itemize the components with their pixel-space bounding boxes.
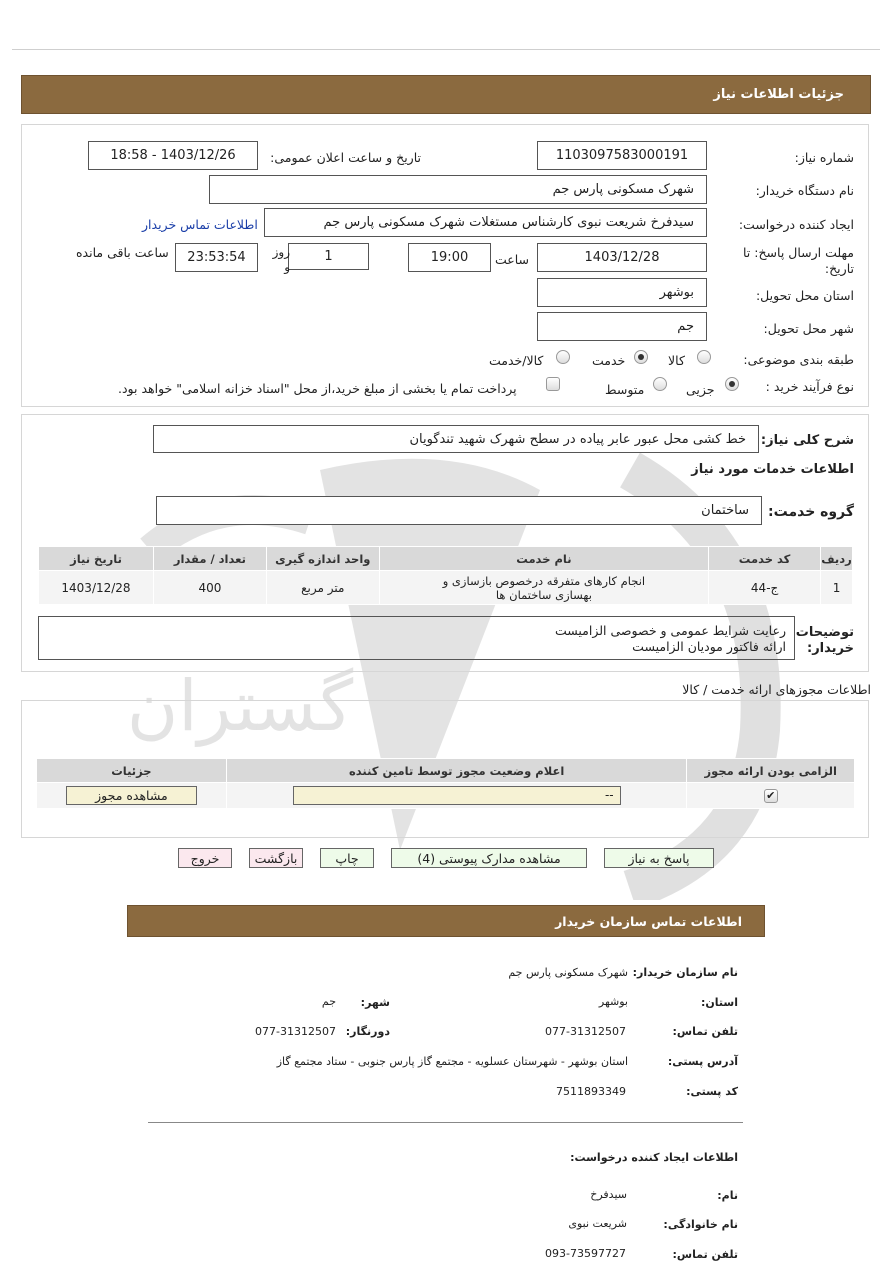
province-info-value: بوشهر xyxy=(598,995,628,1008)
days-field: 1 xyxy=(288,243,369,270)
permits-table xyxy=(36,758,855,809)
cell-name-line1: انجام کارهای متفرقه درخصوص بازسازی و xyxy=(442,573,646,588)
page-header xyxy=(21,75,871,114)
requester-field: سیدفرخ شریعت نبوی کارشناس مستغلات شهرک مسکونی پارس جم xyxy=(264,208,707,237)
summary-field: خط کشی محل عبور عابر پیاده در سطح شهرک شهید تندگویان xyxy=(153,425,759,453)
deadline-time-field: 19:00 xyxy=(408,243,491,272)
deadline-date-label: تاریخ: xyxy=(824,261,854,276)
cell-unit: متر مربع xyxy=(266,571,379,605)
city-info-value: جم xyxy=(321,995,336,1008)
notes-line-2: ارائه فاکتور مودیان الزامیست xyxy=(632,639,786,654)
cell-date: 1403/12/28 xyxy=(39,571,154,605)
contact-header xyxy=(127,905,765,937)
status-select[interactable]: -- xyxy=(293,786,621,805)
org-value: شهرک مسکونی پارس جم xyxy=(508,966,628,979)
days-label: روز و xyxy=(272,245,290,274)
deadline-date-field: 1403/12/28 xyxy=(537,243,707,272)
required-checkbox[interactable]: ✔ xyxy=(764,789,778,803)
last-name-value: شریعت نبوی xyxy=(568,1217,627,1230)
category-both-label: کالا/خدمت xyxy=(489,353,544,368)
cell-details xyxy=(37,783,227,809)
deadline-label: مهلت ارسال پاسخ: تا xyxy=(743,245,854,260)
watermark-text: گستران xyxy=(126,665,354,747)
notes-label: توضیحات xyxy=(795,625,854,640)
payment-note: پرداخت تمام یا بخشی از مبلغ خرید،از محل "اسناد خزانه اسلامی" خواهد بود. xyxy=(118,381,517,396)
col-unit: واحد اندازه گیری xyxy=(266,547,379,571)
creator-phone-value: 093-73597727 xyxy=(545,1247,626,1260)
province-info-label: استان: xyxy=(701,996,738,1009)
address-value: استان بوشهر - شهرستان عسلویه - مجتمع گاز پارس جنوبی - ستاد مجتمع گاز xyxy=(276,1055,628,1068)
first-name-value: سیدفرخ xyxy=(590,1188,627,1201)
remaining-time-field: 23:53:54 xyxy=(175,243,258,272)
cell-row: 1 xyxy=(821,571,853,605)
city-field: جم xyxy=(537,312,707,341)
contact-divider xyxy=(148,1122,743,1123)
contact-title: اطلاعات تماس سازمان خریدار xyxy=(555,913,742,929)
service-group-field: ساختمان xyxy=(156,496,762,525)
services-heading: اطلاعات خدمات مورد نیاز xyxy=(691,462,854,477)
table-row xyxy=(37,783,855,809)
table-row xyxy=(39,571,853,605)
page-title: جزئیات اطلاعات نیاز xyxy=(713,87,844,102)
process-label: نوع فرآیند خرید : xyxy=(765,379,854,394)
requester-label: ایجاد کننده درخواست: xyxy=(738,217,854,232)
col-name: نام خدمت xyxy=(379,547,708,571)
process-minor-label: جزیی xyxy=(686,382,715,397)
first-name-label: نام: xyxy=(717,1189,738,1202)
cell-name-line2: بهسازی ساختمان ها xyxy=(495,587,592,602)
col-date: تاریخ نیاز xyxy=(39,547,154,571)
fax-label: دورنگار: xyxy=(345,1025,390,1038)
summary-label: شرح کلی نیاز: xyxy=(760,433,854,448)
cell-code: ج-44 xyxy=(709,571,821,605)
category-goods-label: کالا xyxy=(668,353,685,368)
col-code: کد خدمت xyxy=(709,547,821,571)
attachments-button[interactable]: مشاهده مدارک پیوستی (4) xyxy=(391,848,587,868)
print-button[interactable]: چاپ xyxy=(320,848,374,868)
process-radio-medium[interactable] xyxy=(653,377,667,391)
exit-button[interactable]: خروج xyxy=(178,848,232,868)
creator-phone-label: تلفن تماس: xyxy=(672,1248,738,1261)
category-radio-both[interactable] xyxy=(556,350,570,364)
process-medium-label: متوسط xyxy=(605,382,645,397)
remaining-label: ساعت باقی مانده xyxy=(76,245,169,260)
notes-label-buyer: خریدار: xyxy=(807,641,854,656)
service-group-label: گروه خدمت: xyxy=(768,504,854,520)
top-divider xyxy=(12,49,880,50)
col-qty: تعداد / مقدار xyxy=(153,547,266,571)
creator-heading: اطلاعات ایجاد کننده درخواست: xyxy=(570,1151,738,1164)
view-permit-button[interactable]: مشاهده مجوز xyxy=(66,786,197,805)
category-radio-service[interactable] xyxy=(634,350,648,364)
treasury-payment-checkbox[interactable] xyxy=(546,377,560,391)
category-label: طبقه بندی موضوعی: xyxy=(743,352,854,367)
notes-box xyxy=(38,616,795,660)
org-label: نام سازمان خریدار: xyxy=(632,966,738,979)
postal-value: 7511893349 xyxy=(556,1085,626,1098)
category-radio-goods[interactable] xyxy=(697,350,711,364)
reply-button[interactable]: پاسخ به نیاز xyxy=(604,848,714,868)
postal-label: کد پستی: xyxy=(686,1085,738,1098)
address-label: آدرس پستی: xyxy=(667,1055,738,1068)
phone-label: تلفن تماس: xyxy=(672,1025,738,1038)
city-label: شهر محل تحویل: xyxy=(763,321,854,336)
announce-field: 1403/12/26 - 18:58 xyxy=(88,141,258,170)
announce-label: تاریخ و ساعت اعلان عمومی: xyxy=(270,150,421,165)
cell-name xyxy=(379,571,708,605)
services-table xyxy=(38,546,853,605)
permits-heading: اطلاعات مجوزهای ارائه خدمت / کالا xyxy=(682,682,871,697)
need-number-field: 1103097583000191 xyxy=(537,141,707,170)
process-radio-minor[interactable] xyxy=(725,377,739,391)
cell-required xyxy=(687,783,855,809)
phone-value: 077-31312507 xyxy=(545,1025,626,1038)
col-row: ردیف xyxy=(821,547,853,571)
buyer-org-label: نام دستگاه خریدار: xyxy=(755,183,854,198)
cell-qty: 400 xyxy=(153,571,266,605)
col-details: جزئیات xyxy=(37,759,227,783)
city-info-label: شهر: xyxy=(360,996,390,1009)
cell-status xyxy=(226,783,687,809)
col-required: الزامی بودن ارائه مجوز xyxy=(687,759,855,783)
province-label: استان محل تحویل: xyxy=(755,288,854,303)
last-name-label: نام خانوادگی: xyxy=(663,1218,738,1231)
buyer-org-field: شهرک مسکونی پارس جم xyxy=(209,175,707,204)
notes-line-1: رعایت شرایط عمومی و خصوصی الزامیست xyxy=(554,623,786,638)
buyer-contact-link[interactable]: اطلاعات تماس خریدار xyxy=(142,217,258,232)
back-button[interactable]: بازگشت xyxy=(249,848,303,868)
time-label: ساعت xyxy=(495,252,530,267)
category-service-label: خدمت xyxy=(592,353,626,368)
province-field: بوشهر xyxy=(537,278,707,307)
need-number-label: شماره نیاز: xyxy=(794,150,854,165)
fax-value: 077-31312507 xyxy=(255,1025,336,1038)
col-status: اعلام وضعیت مجوز توسط تامین کننده xyxy=(226,759,687,783)
